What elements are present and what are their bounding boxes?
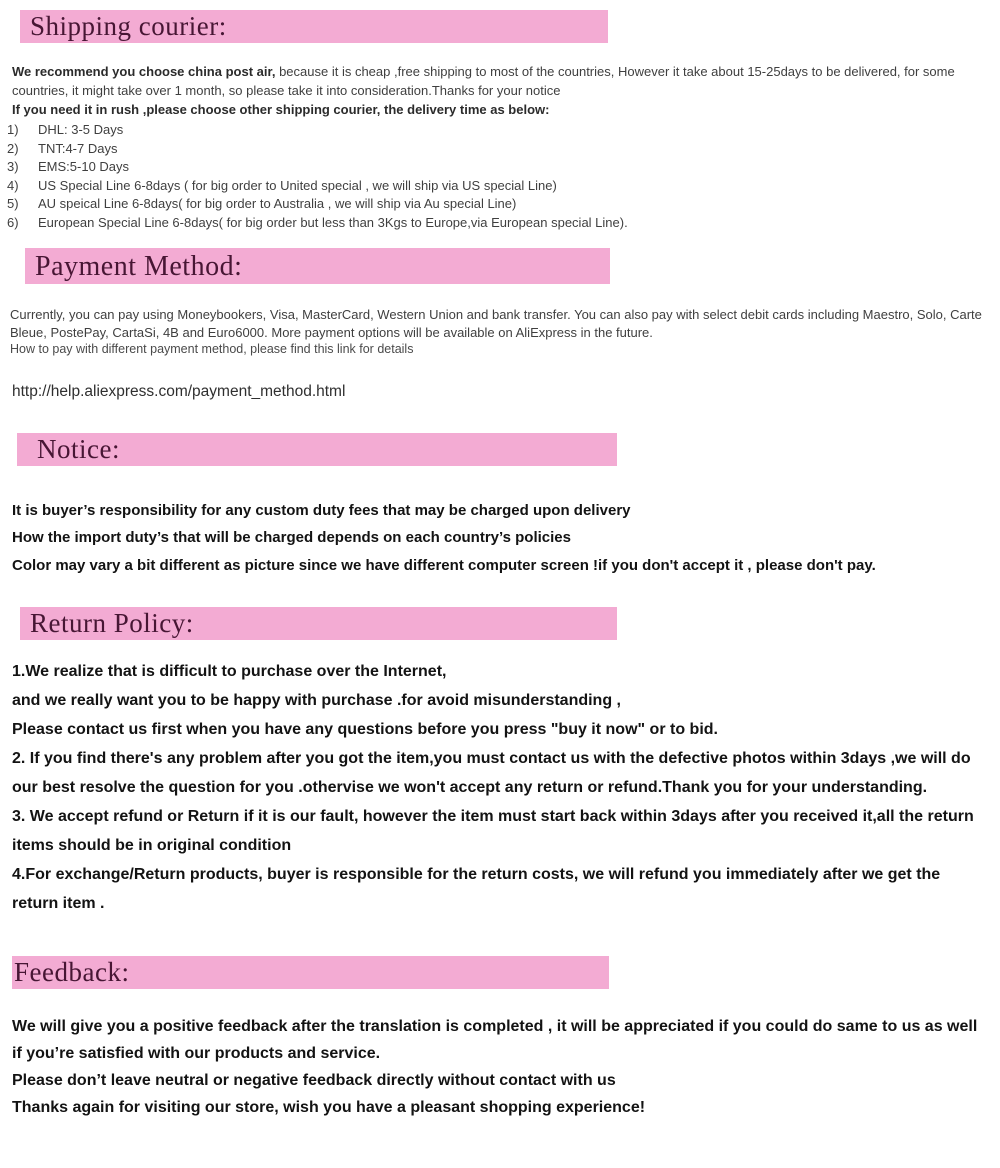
courier-list — [7, 121, 1000, 232]
feedback-line: Please don’t leave neutral or negative feedback directly without contact with us — [12, 1072, 616, 1089]
courier-number: 2) — [7, 140, 19, 156]
return-policy-line: 4.For exchange/Return products, buyer is responsible for the return costs, we will refund you immediately after we get the return item . — [12, 866, 941, 912]
courier-text: US Special Line 6-8days ( for big order to United special , we will ship via US special Line) — [38, 177, 557, 193]
payment-header-bar — [25, 248, 610, 284]
courier-number: 4) — [7, 177, 19, 193]
feedback-paragraph — [12, 1013, 990, 1121]
courier-item-au-special — [7, 195, 1000, 214]
return-policy-paragraph — [12, 657, 990, 918]
payment-title: Payment Method: — [35, 250, 243, 282]
courier-text: AU speical Line 6-8days( for big order to Australia , we will ship via Au special Line) — [38, 196, 517, 211]
feedback-title: Feedback: — [14, 957, 130, 987]
return-policy-line: 3. We accept refund or Return if it is our fault, however the item must start back within 3days after you received it,all the return items should be in original condition — [12, 808, 974, 854]
notice-paragraph — [12, 497, 990, 580]
courier-text: European Special Line 6-8days( for big order but less than 3Kgs to Europe,via European special Line). — [38, 214, 628, 230]
shipping-intro-paragraph — [12, 62, 994, 100]
shipping-intro-normal: because it is cheap ,free shipping to most of the countries, However it take about 15-25days to be delivered, for some countries, it might take over 1 month, so please take it into consideration.Thanks for your notice — [12, 64, 955, 98]
notice-header-bar — [17, 433, 617, 466]
shipping-header-bar — [20, 10, 608, 43]
courier-number: 6) — [7, 214, 19, 230]
payment-body-text: Currently, you can pay using Moneybookers, Visa, MasterCard, Western Union and bank transfer. You can also pay with select debit cards including Maestro, Solo, Carte Bleue, PostePay, CartaSi, 4B and Euro6000. More payment options will be available on AliExpress in the future. — [10, 307, 982, 340]
shipping-section — [0, 10, 1000, 232]
courier-item-us-special — [7, 177, 1000, 196]
notice-line: How the import duty’s that will be charged depends on each country’s policies — [12, 529, 571, 546]
courier-text: TNT:4-7 Days — [38, 140, 118, 156]
feedback-line: We will give you a positive feedback after the translation is completed , it will be appreciated if you could do same to us as well if you’re satisfied with our products and service. — [12, 1018, 978, 1062]
courier-text: EMS:5-10 Days — [38, 159, 130, 174]
courier-number: 3) — [7, 159, 19, 174]
courier-item-eu-special — [7, 214, 1000, 233]
feedback-line: Thanks again for visiting our store, wish you have a pleasant shopping experience! — [12, 1099, 646, 1116]
return-policy-section — [0, 607, 1000, 918]
notice-section — [0, 433, 1000, 580]
courier-number: 5) — [7, 196, 19, 211]
courier-item-tnt — [7, 140, 1000, 159]
payment-paragraph — [10, 306, 992, 359]
payment-section — [0, 248, 1000, 401]
notice-line: It is buyer’s responsibility for any custom duty fees that may be charged upon delivery — [12, 501, 631, 519]
payment-method-link[interactable]: http://help.aliexpress.com/payment_method.html — [12, 382, 346, 400]
shipping-rush-line: If you need it in rush ,please choose other shipping courier, the delivery time as below: — [12, 102, 550, 117]
return-policy-header-bar — [20, 607, 617, 640]
payment-how-line: How to pay with different payment method, please find this link for details — [10, 342, 414, 356]
courier-item-ems — [7, 158, 1000, 177]
notice-line: Color may vary a bit different as picture since we have different computer screen !if you don't accept it , please don't pay. — [12, 556, 876, 574]
shipping-title: Shipping courier: — [30, 11, 227, 41]
return-policy-line: Please contact us first when you have any questions before you press "buy it now" or to bid. — [12, 721, 718, 738]
return-policy-line: 1.We realize that is difficult to purchase over the Internet, — [12, 663, 447, 680]
feedback-section — [0, 956, 1000, 1121]
shipping-intro-bold: We recommend you choose china post air, — [12, 64, 276, 79]
courier-item-dhl — [7, 121, 1000, 140]
feedback-header-bar — [12, 956, 609, 989]
return-policy-title: Return Policy: — [30, 608, 194, 638]
courier-number: 1) — [7, 122, 19, 137]
courier-text: DHL: 3-5 Days — [38, 122, 124, 137]
notice-title: Notice: — [37, 433, 120, 464]
return-policy-line: and we really want you to be happy with purchase .for avoid misunderstanding , — [12, 692, 621, 709]
return-policy-line: 2. If you find there's any problem after you got the item,you must contact us with the defective photos within 3days ,we will do our best resolve the question for you .othervise we won't accept any return or refund.Thank you for your understanding. — [12, 750, 971, 796]
